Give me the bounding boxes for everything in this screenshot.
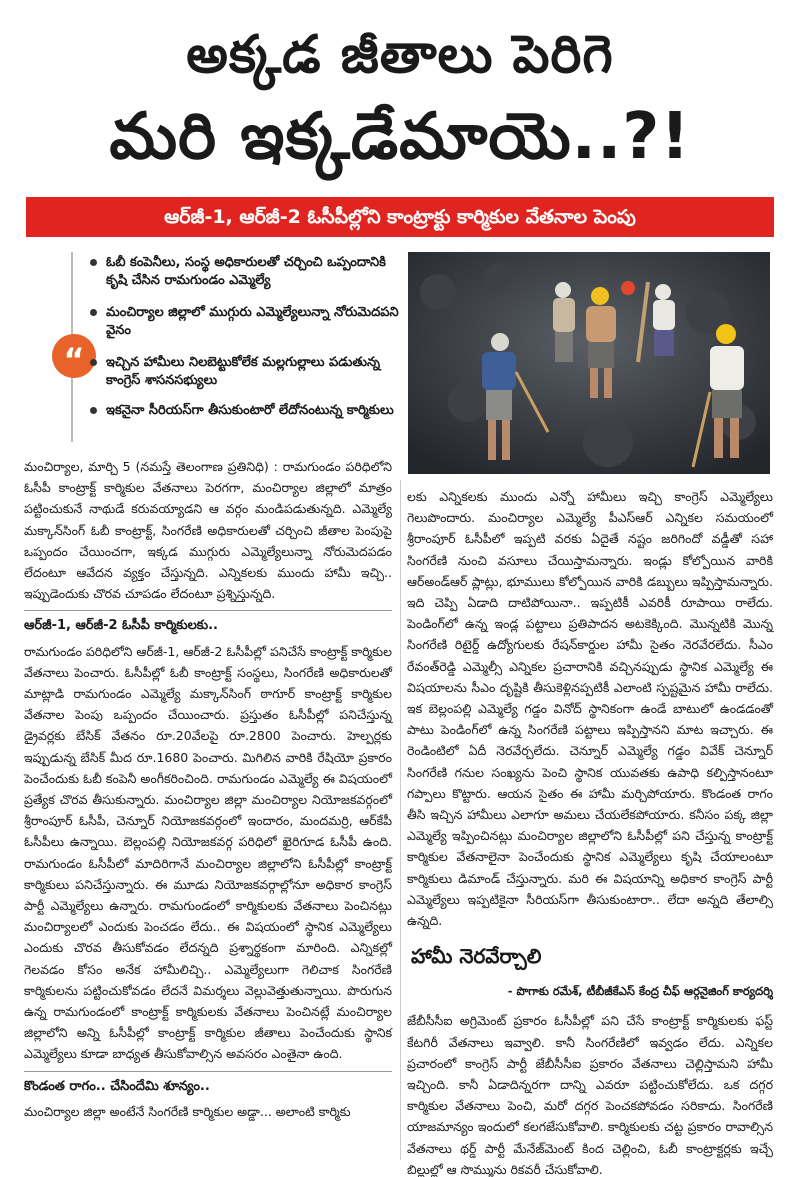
quote-icon: “	[52, 334, 96, 378]
highlight-item: ఓబీ కంపెనీలు, సంస్థ అధికారులతో చర్చించి ఒప్పందానికి కృషి చేసిన రామగుండం ఎమ్మెల్యే	[106, 254, 406, 290]
subheading-kondantha-ragam: కొండంత రాగం.. చేసిందేమి శూన్యం..	[24, 1071, 392, 1097]
quote-paragraph: జేబీసీసీఐ అగ్రిమెంట్ ప్రకారం ఓసీపీల్లో పని చేసే కాంట్రాక్ట్ కార్మికులకు ఫస్ట్ కేటగిరీ వేతనాలు ఇవ్వాలి. కానీ సింగరేణిలో ఇవ్వడం లేదు. ఎన్నికల ప్రచారంలో కాంగ్రెస్ పార్టీ జేబీసీసీఐ ప్రకారం వేతనాలు చెల్లిస్తామని హామీ ఇచ్చింది. కానీ ఏడాదిన్నరగా దాన్ని ఎవరూ పట్టించుకోలేదు. ఒక దగ్గర కార్మికుల వేతనాలు పెంచి, మరో దగ్గర పెంచకపోవడం సరికాదు. సింగరేణి యాజమాన్యం ఇందులో కలగజేసుకోవాలి. కార్మికులకు చట్ట ప్రకారం రావాల్సిన వేతనాలు థర్డ్ పార్టీ మేనేజ్‌మెంట్ కింద చెల్లించి, ఓబీ కాంట్రాక్టర్లకు ఇచ్చే బిల్లుల్లో ఆ సొమ్మును రికవరీ చేసుకోవాలి.	[407, 1013, 773, 1177]
quote-byline: - పొగాకు రమేశ్, టీబీజీకేఎస్ కేంద్ర చీఫ్ ఆర్గనైజింగ్ కార్యదర్శి	[507, 984, 773, 999]
article-right-column	[407, 486, 773, 1177]
article-intro-paragraph: మంచిర్యాల, మార్చి 5 (నమస్తే తెలంగాణ ప్రతినిధి) : రామగుండం పరిధిలోని ఓసీపీ కాంట్రాక్ట్ కార్మికుల వేతనాలు పెరగగా, మంచిర్యాల జిల్లాలో మాత్రం పట్టించుకునే నాథుడే కరువయ్యాడని ఆ వర్గం మండిపడుతున్నది. ఎమ్మెల్యే మక్కాన్‌సింగ్ ఓబీ కాంట్రాక్ట్, సింగరేణి అధికారులతో చర్చించి జీతాల పెంపుపై ఒప్పందం చేయించగా, ఇక్కడ ముగ్గురు ఎమ్మెల్యేలున్నా నోరుమెదపడం లేదంటూ ఆవేదన వ్యక్తం చేస్తున్నది. ఎన్నికలకు ముందు హామీ ఇచ్చి.. ఇప్పుడెందుకు చొరవ చూపడం లేదంటూ ప్రశ్నిస్తున్నది.	[24, 459, 392, 602]
mine-workers-photo	[408, 252, 770, 474]
column-divider	[400, 480, 401, 1160]
highlight-item: మంచిర్యాల జిల్లాలో ముగ్గురు ఎమ్మెల్యేలున్నా నోరుమెదపని వైనం	[106, 304, 406, 340]
article-paragraph: మంచిర్యాల జిల్లా అంటేనే సింగరేణి కార్మికుల అడ్డా... అలాంటి కార్మికు	[24, 1103, 351, 1119]
headline-line-2: మరి ఇక్కడేమాయె..?!	[109, 100, 691, 174]
article-paragraph: లకు ఎన్నికలకు ముందు ఎన్నో హామీలు ఇచ్చి కాంగ్రెస్ ఎమ్మెల్యేలు గెలుపొందారు. మంచిర్యాల ఎమ్మెల్యే పీఎస్ఆర్ ఎన్నికల సమయంలో శ్రీరాంపూర్ ఓసీపీలో ఇప్పటి వరకు ఏదైతే నష్టం జరిగిందో వడ్డీతో సహా సింగరేణి నుంచి వసూలు చేయిస్తామన్నారు. ఇండ్లు కోల్పోయిన వారికి ఆర్‌అండ్‌ఆర్ ప్లాట్లు, భూములు కోల్పోయిన వారికి డబ్బులు ఇప్పిస్తామన్నారు. ఇది చెప్పి ఏడాది దాటిపోయినా.. ఇప్పటికీ ఎవరికీ రూపాయి రాలేదు. పెండింగ్‌లో ఉన్న ఇండ్ల పట్టాలు ప్రతిపాదన అటకెక్కింది. మొన్నటికి మొన్న సింగరేణి రిటైర్డ్ ఉద్యోగులకు రేషన్‌కార్డుల హామీ సైతం నెరవేరలేదు. సీఎం రేవంత్‌రెడ్డి ఎమ్మెల్సీ ఎన్నికల ప్రచారానికి వచ్చినప్పుడు స్థానిక ఎమ్మెల్యే ఈ విషయాలను సీఎం దృష్టికి తీసుకెళ్లినప్పటికీ ఎలాంటి స్పష్టమైన హామీ రాలేదు. ఇక బెల్లంపల్లి ఎమ్మెల్యే గడ్డం వినోద్ స్థానికంగా ఉండే బాటులో ఉండడంతో పాటు పెండింగ్‌లో ఉన్న సింగరేణి పట్టాలు ఇప్పిస్తానని మాట ఇచ్చారు. ఈ రెండింటిలో ఏదీ నెరవేర్చలేదు. చెన్నూర్ ఎమ్మెల్యే గడ్డం వివేక్ చెన్నూర్ సింగరేణి గనుల సంఖ్యను పెంచి స్థానిక యువతకు ఉపాధి కల్పిస్తానంటూ గప్పాలు కొట్టారు. ఆయన సైతం ఈ హామీ మర్చిపోయారు. కొండంత రాగం తీసి ఇచ్చిన హామీలు ఎలాగూ అమలు చేయలేకపోయారు. కనీసం పక్క జిల్లా ఎమ్మెల్యే ఇప్పించినట్లు మంచిర్యాల జిల్లాలోని ఓసీపీల్లో పని చేస్తున్న కాంట్రాక్ట్ కార్మికుల వేతనాలైనా పెంచేందుకు స్థానిక ఎమ్మెల్యేలు కృషి చేయాలంటూ కార్మికులు డిమాండ్ చేస్తున్నారు. మరి ఈ విషయాన్ని అధికార కాంగ్రెస్ పార్టీ ఎమ్మెల్యేలు ఇప్పటికైనా సీరియస్‌గా తీసుకుంటారా.. లేదా అన్నది తేలాల్సి ఉన్నది.	[407, 489, 773, 929]
highlight-item: ఇచ్చిన హామీలు నిలబెట్టుకోలేక మల్లగుల్లాలు పడుతున్న కాంగ్రెస్ శాసనసభ్యులు	[106, 354, 406, 390]
highlights-box	[34, 252, 404, 452]
headline-line-1: అక్కడ జీతాలు పెరిగె	[186, 25, 614, 85]
article-paragraph: రామగుండం పరిధిలోని ఆర్‌జీ-1, ఆర్‌జీ-2 ఓసీపీల్లో పనిచేసే కాంట్రాక్ట్ కార్మికుల వేతనాలు పెంచారు. ఓసీపీల్లో ఓబీ కాంట్రాక్ట్ సంస్థలు, సింగరేణి అధికారులతో మాట్లాడి రామగుండం ఎమ్మెల్యే మక్కాన్‌సింగ్ ఠాగూర్ కాంట్రాక్ట్ కార్మికుల వేతనాల పెంపు ఒప్పందం చేయించారు. ప్రస్తుతం ఓసీపీల్లో పనిచేస్తున్న డ్రైవర్లకు బేసిక్ వేతనం రూ.20వేలపై రూ.2800 పెంచారు. హెల్పర్లకు ఇప్పుడున్న బేసిక్ మీద రూ.1680 పెంచారు. మిగిలిన వారికి రేషియో ప్రకారం పెంచేందుకు ఓబీ కంపెనీ అంగీకరించింది. రామగుండం ఎమ్మెల్యే ఈ విషయంలో ప్రత్యేక చొరవ తీసుకున్నారు. మంచిర్యాల జిల్లా మంచిర్యాల నియోజకవర్గంలో శ్రీరాంపూర్ ఓసీపీ, చెన్నూర్ నియోజకవర్గంలో ఇందారం, మందమర్రి, ఆర్‌కేపీ ఓసీపీలు ఉన్నాయి. బెల్లంపల్లి నియోజకవర్గ పరిధిలో ఖైరిగూడ ఓసీపీ ఉంది. రామగుండం ఓసీపీలో మాదిరిగానే మంచిర్యాల జిల్లాలోని ఓసీపీల్లో కాంట్రాక్ట్ కార్మికులు పనిచేస్తున్నారు. ఈ మూడు నియోజకవర్గాల్లోనూ అధికార కాంగ్రెస్ పార్టీ ఎమ్మెల్యేలు ఉన్నారు. రామగుండంలో కార్మికులకు వేతనాలు పెంచినట్లు మంచిర్యాలలో ఎందుకు పెంచడం లేదు.. ఈ విషయంలో స్థానిక ఎమ్మెల్యేలు ఎందుకు చొరవ తీసుకోవడం లేదన్నది ప్రశ్నార్థకంగా మారింది. ఎన్నికల్లో గెలవడం కోసం అనేక హామీలిచ్చి.. ఎమ్మెల్యేలుగా గెలిచాక సింగరేణి కార్మికులను పట్టించుకోవడం లేదనే విమర్శలు వెల్లువెత్తుతున్నాయి. పొరుగున ఉన్న రామగుండంలో కాంట్రాక్ట్ కార్మికులకు వేతనాలు పెంచినట్లే మంచిర్యాల జిల్లాలోని అన్ని ఓసీపీల్లో కాంట్రాక్ట్ కార్మికుల జీతాలు పెంచేందుకు స్థానిక ఎమ్మెల్యేలు కూడా బాధ్యత తీసుకోవాల్సిన అవసరం ఎంతైనా ఉంది.	[24, 643, 392, 1062]
newspaper-page	[14, 0, 786, 1177]
section-title-hami: హామీ నెరవేర్చాలి	[411, 944, 542, 969]
bullet-dot-icon	[90, 259, 97, 266]
bullet-dot-icon	[90, 359, 97, 366]
subheading-rg-ocp-workers: ఆర్‌జీ-1, ఆర్‌జీ-2 ఓసీపీ కార్మికులకు..	[24, 610, 392, 636]
article-left-column	[24, 456, 392, 1122]
highlight-item: ఇకనైనా సీరియస్‌గా తీసుకుంటారో లేదోనంటున్న కార్మికులు	[106, 402, 406, 420]
photo-illustration	[408, 252, 770, 474]
red-banner-subtitle: ఆర్‌జీ-1, ఆర్‌జీ-2 ఓసీపీల్లోని కాంట్రాక్టు కార్మికుల వేతనాల పెంపు	[26, 197, 774, 237]
bullet-dot-icon	[90, 407, 97, 414]
bullet-dot-icon	[90, 309, 97, 316]
